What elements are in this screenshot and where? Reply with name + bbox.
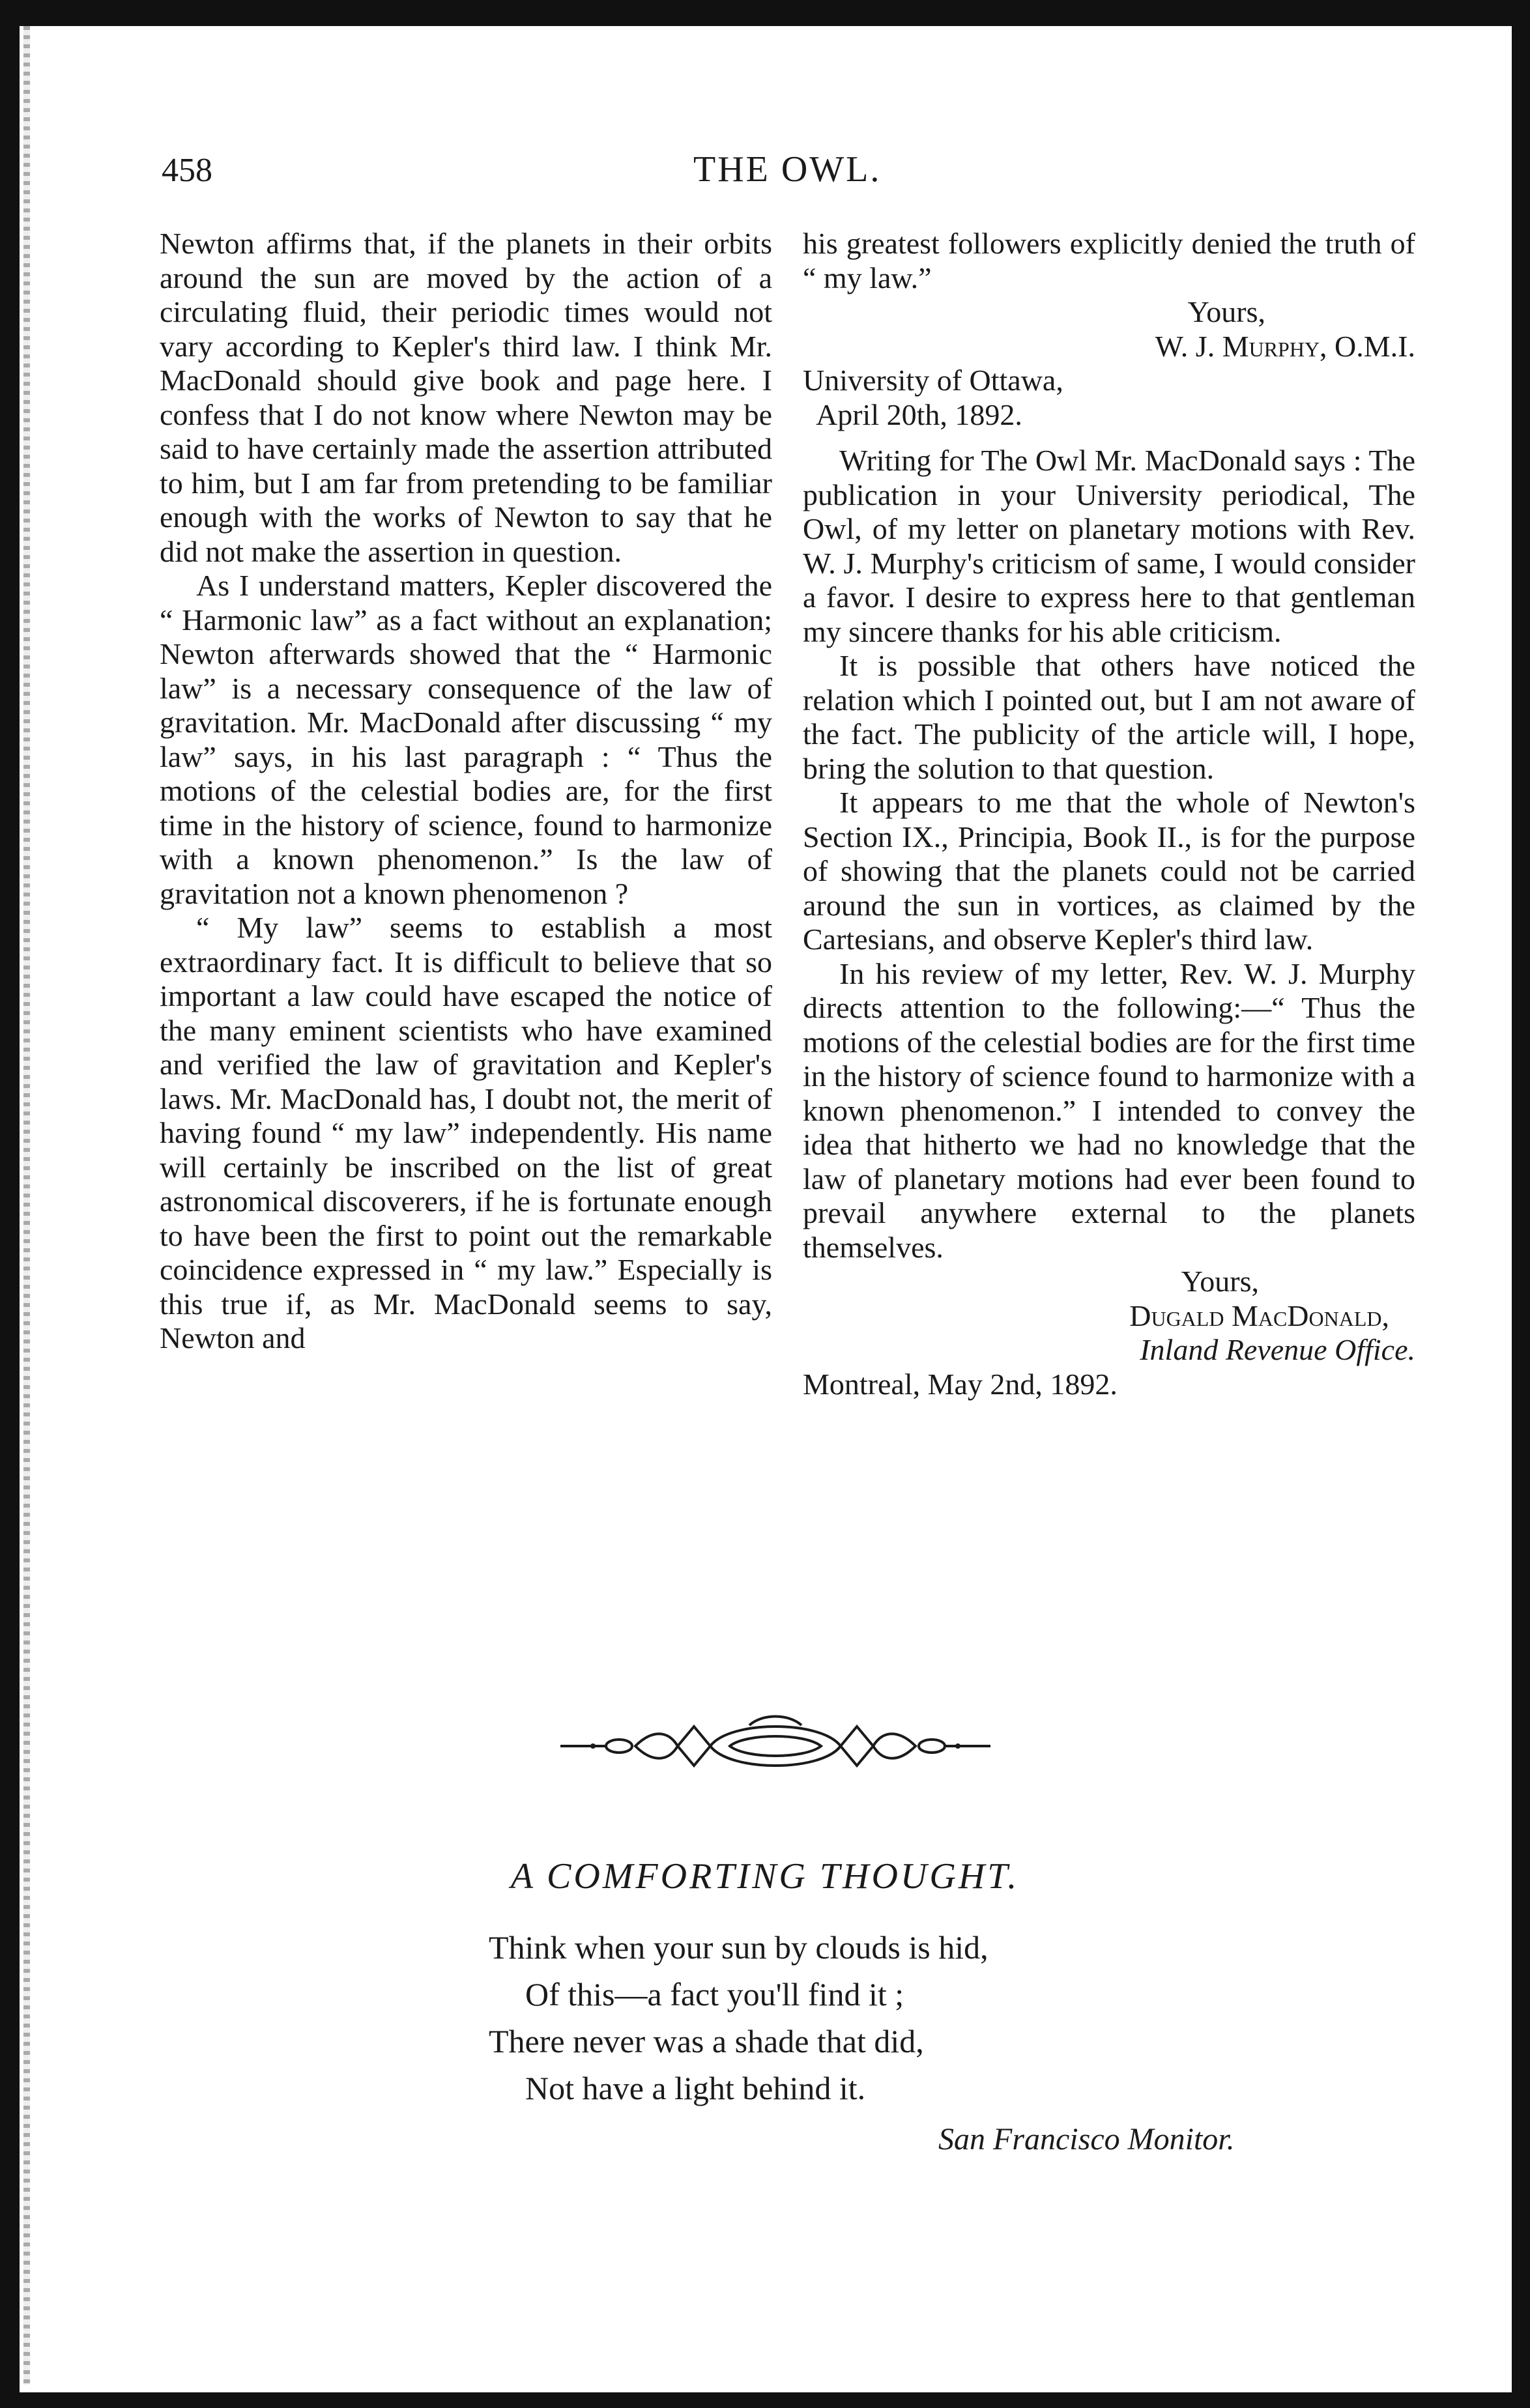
poem-title: A COMFORTING THOUGHT.: [510, 1856, 1020, 1897]
paragraph: It appears to me that the whole of Newton's Section IX., Principia, Book II., is for the purpose of showing that the planets could not be carried around the sun in vortices, as claimed by the Cartesians, and observe Kepler's third law.: [803, 786, 1415, 956]
signer-name: W. J. Murphy, O.M.I.: [1155, 329, 1415, 363]
poem-line: Think when your sun by clouds is hid,: [489, 1929, 989, 1966]
signoff: Yours,: [1181, 1265, 1259, 1298]
page-border-right: [1512, 0, 1530, 2408]
page-number: 458: [162, 152, 212, 189]
page-border-bottom: [0, 2392, 1530, 2408]
poem-line: There never was a shade that did,: [489, 2023, 924, 2059]
left-column: [160, 227, 772, 1356]
signer-office: Inland Revenue Office.: [1140, 1333, 1415, 1366]
page-border-top: [0, 0, 1530, 26]
poem-line: Not have a light behind it.: [525, 2070, 866, 2106]
running-title: THE OWL.: [693, 149, 882, 190]
signer-date: April 20th, 1892.: [816, 397, 1022, 431]
right-column: [803, 227, 1415, 1401]
ornamental-divider: [554, 1707, 997, 1785]
page-border-left: [0, 0, 20, 2408]
paragraph: “ My law” seems to establish a most extraordinary fact. It is difficult to believe that so important a law could have escaped the notice of the many eminent scientists who have examined and verified the law of gravitation and Kepler's laws. Mr. MacDonald has, I doubt not, the merit of having found “ my law” independently. His name will certainly be inscribed on the list of great astronomical discoverers, if he is fortunate enough to have been the first to point out the remarkable coincidence expressed in “ my law.” Especially is this true if, as Mr. MacDonald seems to say, Newton and: [160, 911, 772, 1354]
signer-place-date: Montreal, May 2nd, 1892.: [803, 1367, 1118, 1401]
signer-place: University of Ottawa,: [803, 364, 1063, 397]
binding-spine: [23, 26, 30, 2385]
paragraph: In his review of my letter, Rev. W. J. Murphy directs attention to the following:—“ Thus the motions of the celestial bodies are for the first time in the history of science found to harmonize with a known phenomenon.” I intended to convey the idea that hitherto we had no knowledge that the law of planetary motions had ever been found to prevail anywhere external to the planets themselves.: [803, 956, 1415, 1264]
signoff: Yours,: [1187, 295, 1265, 328]
paragraph: As I understand matters, Kepler discovered the “ Harmonic law” as a fact without an explanation; Newton afterwards showed that the “ Harmonic law” is a necessary consequence of the law of gravitation. Mr. MacDonald after discussing “ my law” says, in his last paragraph : “ Thus the motions of the celestial bodies are, for the first time in the history of science, found to harmonize with a known phenomenon.” Is the law of gravitation not a known phenomenon ?: [160, 569, 772, 910]
paragraph: Newton affirms that, if the planets in their orbits around the sun are moved by the action of a circulating fluid, their periodic times would not vary according to Kepler's third law. I think Mr. MacDonald should give book and page here. I confess that I do not know where Newton may be said to have certainly made the assertion attributed to him, but I am far from pretending to be familiar enough with the works of Newton to say that he did not make the assertion in question.: [160, 227, 772, 568]
paragraph: It is possible that others have noticed the relation which I pointed out, but I am not aware of the fact. The publicity of the article will, I hope, bring the solution to that question.: [803, 649, 1415, 785]
poem-line: Of this—a fact you'll find it ;: [525, 1976, 904, 2013]
paragraph-continuation: his greatest followers explicitly denied the truth of “ my law.”: [803, 227, 1415, 294]
poem-source: San Francisco Monitor.: [938, 2122, 1235, 2157]
signer-name: Dugald MacDonald,: [1129, 1298, 1389, 1332]
paragraph: Writing for The Owl Mr. MacDonald says : The publication in your University periodical, The Owl, of my letter on planetary motions with Rev. W. J. Murphy's criticism of same, I would consider a favor. I desire to express here to that gentleman my sincere thanks for his able criticism.: [803, 444, 1415, 648]
